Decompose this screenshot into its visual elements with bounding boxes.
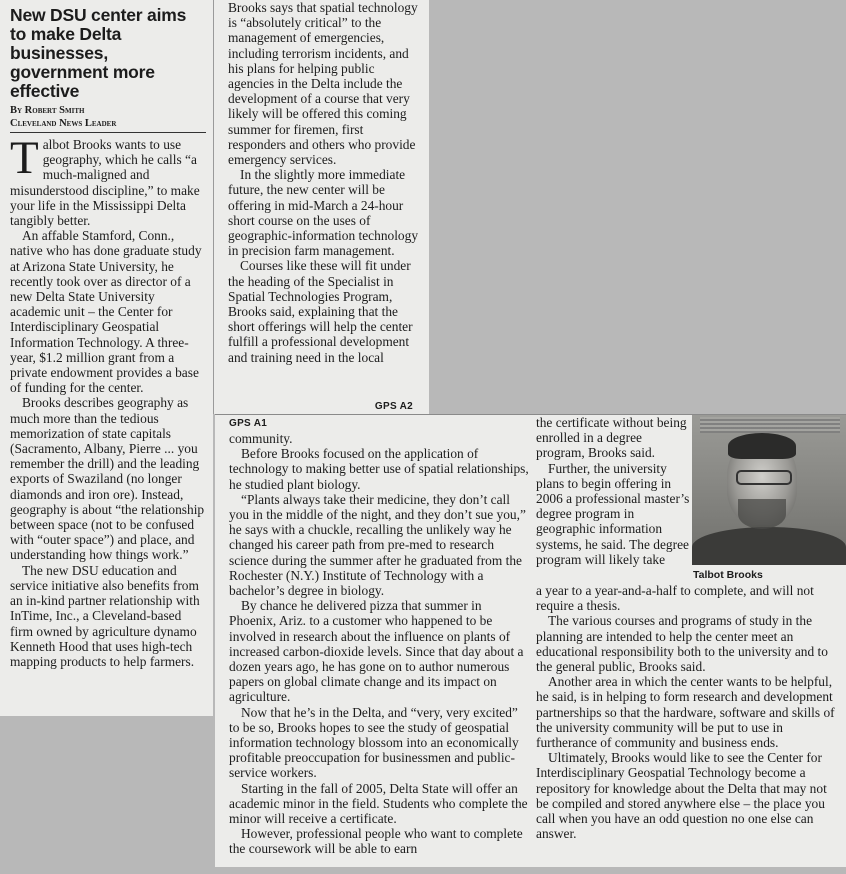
paragraph: Starting in the fall of 2005, Delta State will offer an academic minor in the field. Students who complete the minor will receive a certificate.: [229, 780, 528, 827]
paragraph: Courses like these will fit under the heading of the Specialist in Spatial Technologies Program, Brooks said, explaining that the short offerings will help the center fulfill a professional development and training need in the local: [228, 258, 413, 365]
paragraph: Ultimately, Brooks would like to see the Center for Interdisciplinary Geospatial Technology become a repository for knowledge about the Delta that may not be compiled and stored anywhere else – the place you call when you have an odd question no one else can answer.: [536, 750, 827, 842]
photo-caption: Talbot Brooks: [693, 569, 763, 581]
paragraph: “Plants always take their medicine, they don’t call you in the middle of the night, and they don’t sue you,” he says with a chuckle, recalling the unlikely way he changed his career path from pre-med to research science during the summer after he graduated from the Rochester (N.Y.) Institute of Technology with a bachelor’s degree in biology.: [229, 491, 526, 599]
paragraph: Brooks describes geography as much more than the tedious memorization of state capitals (Sacramento, Albany, Pierre ... you remember the drill) and the leading exports of Swaziland (no longer diamonds and iron ore). Instead, geography is about “the relationship between space (not to be confused with “outer space”) and place, and understanding how things work.”: [10, 395, 205, 563]
clipping-continuation: [215, 414, 846, 867]
article-column-3: [229, 431, 531, 857]
byline-paper: Cleveland News Leader: [10, 118, 117, 129]
byline-rule: [10, 132, 206, 133]
clipping-column-2: [213, 0, 429, 414]
jump-label-out: GPS A2: [374, 401, 413, 412]
article-column-4-bottom: [536, 583, 838, 841]
drop-cap: T: [10, 132, 39, 184]
clipping-column-1: [0, 0, 213, 716]
paragraph: In the slightly more immediate future, the new center will be offering in mid-March a 24-hour short course on the uses of geographic-information technology in precision farm management.: [228, 167, 419, 259]
headline: New DSU center aims to make Delta businesses, government more effective: [10, 5, 187, 101]
paragraph: the certificate without being enrolled in a degree program, Brooks said.: [536, 415, 687, 461]
paragraph: However, professional people who want to complete the coursework will be able to earn: [229, 826, 523, 857]
paragraph: An affable Stamford, Conn., native who has done graduate study at Arizona State University, he recently took over as director of a new Delta State University academic unit – the Center for Interdisciplinary Geospatial Information Technology. A three-year, $1.2 million grant from a private endowment provides a base of funding for the center.: [10, 228, 202, 396]
paragraph: The new DSU education and service initiative also benefits from an in-kind partner relationship with InTime, Inc., a Cleveland-based firm owned by agriculture dynamo Kenneth Hood that uses high-tech mapping products to help farmers.: [10, 562, 200, 669]
jump-label-in: GPS A1: [229, 418, 268, 429]
paragraph: Brooks says that spatial technology is “absolutely critical” to the management of emergencies, including terrorism incidents, and his plans for helping public agencies in the Delta include the development of a course that very likely will be offered this coming summer for firemen, first responders and others who provide emergency services.: [228, 0, 418, 168]
paragraph: a year to a year-and-a-half to complete, and will not require a thesis.: [536, 583, 814, 614]
article-column-4-top: [536, 415, 690, 567]
paragraph: community.: [229, 431, 293, 446]
article-column-2: [228, 0, 420, 365]
paragraph: Before Brooks focused on the application of technology to making better use of spatial relationships, he studied plant biology.: [229, 446, 529, 492]
byline-author: By Robert Smith: [10, 105, 85, 116]
paragraph: By chance he delivered pizza that summer in Phoenix, Ariz. to a customer who happened to be involved in research about the influence on plants of increased carbon-dioxide levels. Since that day about a dozen years ago, he has gone on to author numerous papers on global climate change and its impact on agriculture.: [229, 598, 524, 705]
paragraph: Another area in which the center wants to be helpful, he said, is in helping to form research and development partnerships so that the hardware, software and skills of the university community will be put to use in furtherance of community and business ends.: [536, 674, 835, 751]
paragraph: Talbot Brooks wants to use geography, which he calls “a much-maligned and misunderstood discipline,” to make your life in the Mississippi Delta tangibly better.: [10, 132, 200, 229]
paragraph: Now that he’s in the Delta, and “very, very excited” to be so, Brooks hopes to see the study of geospatial information technology blossom into an economically profitable preoccupation for businessmen and public-service workers.: [229, 704, 519, 781]
portrait-photo: [692, 415, 846, 565]
paragraph: The various courses and programs of study in the planning are intended to help the center meet an educational responsibility both to the university and to the general public, Brooks said.: [536, 613, 828, 675]
article-column-1: [10, 6, 206, 669]
paragraph: Further, the university plans to begin offering in 2006 a professional master’s degree program in geographic information systems, he said. The degree program will likely take: [536, 460, 690, 567]
